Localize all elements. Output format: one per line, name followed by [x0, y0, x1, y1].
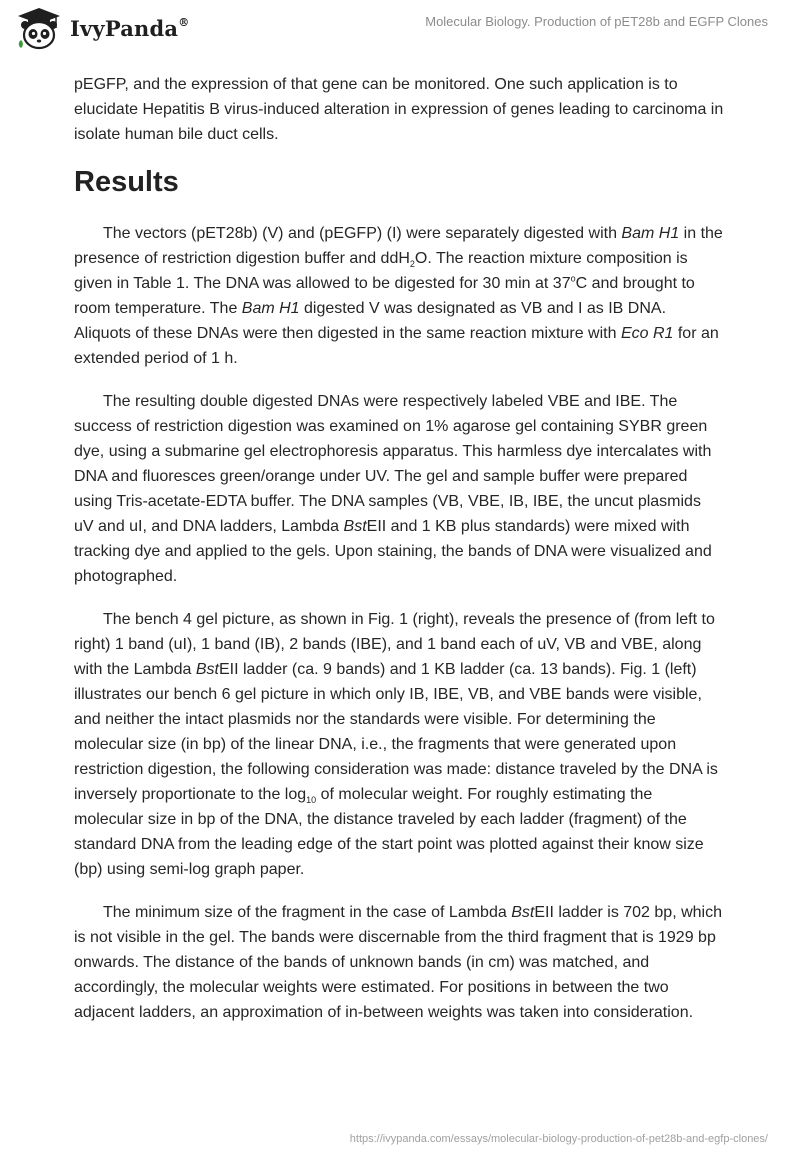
document-title: Molecular Biology. Production of pET28b and EGFP Clones	[425, 14, 768, 29]
results-paragraph-3: The bench 4 gel picture, as shown in Fig. 1 (right), reveals the presence of (from left to right) 1 band (uI), 1 band (IB), 2 bands (IBE), and 1 band each of uV, VB and VBE, along with the Lambda BstEII ladder (ca. 9 bands) and 1 KB ladder (ca. 13 bands). Fig. 1 (left) illustrates our bench 6 gel picture in which only IB, IBE, VB, and VBE bands were visible, and neither the intact plasmids nor the standards were visible. For determining the molecular size (in bp) of the linear DNA, i.e., the fragments that were generated upon restriction digestion, the following consideration was made: distance traveled by the DNA is inversely proportionate to the $\log_{10}$ of molecular weight. For roughly estimating the molecular size in bp of the DNA, the distance traveled by each ladder (fragment) of the standard DNA from the leading edge of the start point was plotted against their know size (bp) using semi-log graph paper.	[74, 611, 718, 878]
page-header	[0, 0, 800, 70]
results-paragraph-4: The minimum size of the fragment in the case of Lambda BstEII ladder is 702 bp, which is not visible in the gel. The bands were discernable from the third fragment that is 1929 bp onwards. The distance of the bands of unknown bands (in cm) was matched, and accordingly, the molecular weights were estimated. For positions in between the two adjacent ladders, an approximation of in-between weights was taken into consideration.	[74, 904, 722, 1021]
source-url-link[interactable]: https://ivypanda.com/essays/molecular-biology-production-of-pet28b-and-egfp-clones/	[349, 1133, 768, 1145]
section-title-results: Results	[74, 166, 179, 198]
essay-content	[74, 72, 724, 1043]
results-paragraph-2: The resulting double digested DNAs were respectively labeled VBE and IBE. The success of restriction digestion was examined on 1% agarose gel containing SYBR green dye, using a submarine gel electrophoresis apparatus. This harmless dye intercalates with DNA and fluoresces green/orange under UV. The gel and sample buffer were prepared using Tris-acetate-EDTA buffer. The DNA samples (VB, VBE, IB, IBE, the uncut plasmids uV and uI, and DNA ladders, Lambda BstEII and 1 KB plus standards) were mixed with tracking dye and applied to the gels. Upon staining, the bands of DNA were visualized and photographed.	[74, 393, 712, 585]
intro-paragraph: pEGFP, and the expression of that gene can be monitored. One such application is to elucidate Hepatitis B virus-induced alteration in expression of genes leading to carcinoma in isolate human bile duct cells.	[74, 76, 724, 143]
brand-logo[interactable]	[16, 6, 189, 50]
panda-graduate-logo-icon	[16, 6, 62, 50]
brand-name: IvyPanda®	[70, 15, 190, 41]
results-paragraph-1: The vectors (pET28b) (V) and (pEGFP) (I) were separately digested with Bam H1 in the presence of restriction digestion buffer and ddH$_2$O. The reaction mixture composition is given in Table 1. The DNA was allowed to be digested for 30 min at 37$^o$C and brought to room temperature. The Bam H1 digested V was designated as VB and I as IB DNA. Aliquots of these DNAs were then digested in the same reaction mixture with Eco R1 for an extended period of 1 h.	[74, 225, 723, 367]
